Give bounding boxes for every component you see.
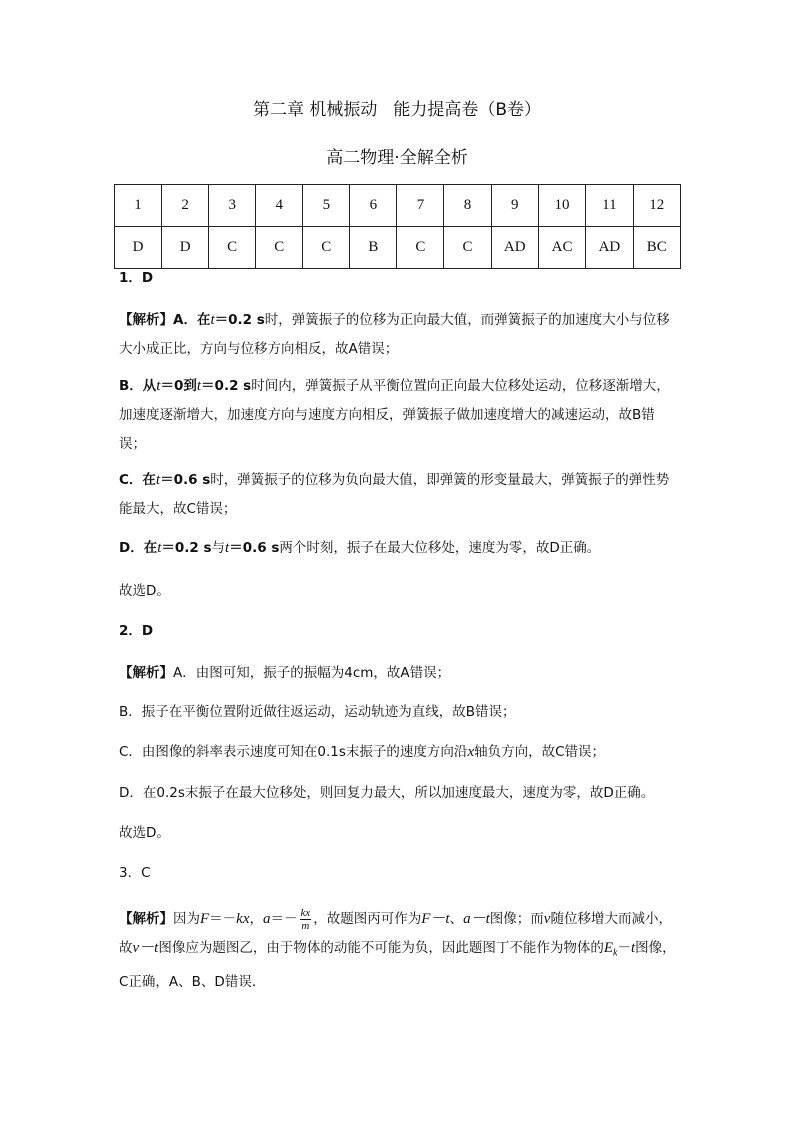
q2-conclusion: 故选D。	[119, 825, 170, 841]
q2-option-b: B．振子在平衡位置附近做往返运动，运动轨迹为直线，故B错误；	[119, 704, 516, 720]
page-subtitle: 高二物理·全解全析	[326, 148, 468, 168]
answer-cell: AD	[491, 227, 538, 269]
q2-analysis-tag: 【解析】	[119, 665, 173, 681]
answer-table-answer-row	[115, 227, 681, 269]
q3-heading: 3．C	[119, 865, 151, 881]
q1-option-d: D．在t＝0.2 s与t＝0.6 s两个时刻，振子在最大位移处，速度为零，故D正确。	[119, 540, 601, 556]
question-number-cell: 2	[162, 185, 209, 227]
answer-cell: C	[209, 227, 256, 269]
answer-cell: C	[444, 227, 491, 269]
answer-cell: BC	[633, 227, 680, 269]
q2-option-c: C．由图像的斜率表示速度可知在0.1s末振子的速度方向沿x轴负方向，故C错误；	[119, 744, 606, 760]
q1-analysis-tag: 【解析】	[119, 312, 173, 328]
question-number-cell: 5	[303, 185, 350, 227]
q2-heading: 2．D	[119, 623, 154, 639]
q1-heading: 1．D	[119, 270, 154, 286]
question-number-cell: 1	[115, 185, 162, 227]
q3-analysis-tag: 【解析】	[119, 911, 173, 927]
q3-analysis: 【解析】因为F＝－kx，a＝－ $\frac{kx}{m}$ ，故题图丙可作为F－t、a－t图像；而v随位移增大而减小，故v－t图像应为题图乙，由于物体的动能不可能为负，因此题图丁不能作为物体的$E_k-t$图像，C正确，A、B、D错误．	[119, 906, 676, 990]
answer-cell: D	[162, 227, 209, 269]
answer-cell: B	[350, 227, 397, 269]
question-number-cell: 11	[586, 185, 633, 227]
answer-cell: D	[115, 227, 162, 269]
q1-option-b: B．从t＝0到t＝0.2 s时间内，弹簧振子从平衡位置向正向最大位移处运动，位移逐渐增大，加速度逐渐增大，加速度方向与速度方向相反，弹簧振子做加速度增大的减速运动，故B错误；	[119, 378, 670, 452]
title-chapter: 第二章 机械振动	[252, 100, 378, 120]
q2-option-d: D．在0.2s末振子在最大位移处，则回复力最大，所以加速度最大，速度为零，故D正确。	[119, 785, 655, 801]
question-number-cell: 4	[256, 185, 303, 227]
question-number-cell: 6	[350, 185, 397, 227]
answer-cell: AC	[538, 227, 585, 269]
answer-cell: C	[397, 227, 444, 269]
answer-cell: AD	[586, 227, 633, 269]
answer-table-number-row	[115, 185, 681, 227]
q3-fraction: $\frac{kx}{m}$	[300, 906, 311, 932]
question-number-cell: 7	[397, 185, 444, 227]
q1-conclusion: 故选D。	[119, 583, 170, 599]
question-number-cell: 12	[633, 185, 680, 227]
answer-cell: C	[303, 227, 350, 269]
page-title	[0, 95, 794, 120]
answer-table	[114, 184, 681, 269]
question-number-cell: 8	[444, 185, 491, 227]
q1-option-c: C．在t＝0.6 s时，弹簧振子的位移为负向最大值，即弹簧的形变量最大，弹簧振子的弹性势能最大，故C错误；	[119, 472, 670, 517]
question-number-cell: 3	[209, 185, 256, 227]
q1-option-a: 【解析】A．在t＝0.2 s时，弹簧振子的位移为正向最大值，而弹簧振子的加速度大小与位移大小成正比，方向与位移方向相反，故A错误；	[119, 312, 670, 357]
answer-cell: C	[256, 227, 303, 269]
question-number-cell: 9	[491, 185, 538, 227]
title-volume: 能力提高卷（B卷）	[393, 100, 542, 120]
question-number-cell: 10	[538, 185, 585, 227]
q2-option-a: 【解析】A．由图可知，振子的振幅为4cm，故A错误；	[119, 665, 451, 681]
